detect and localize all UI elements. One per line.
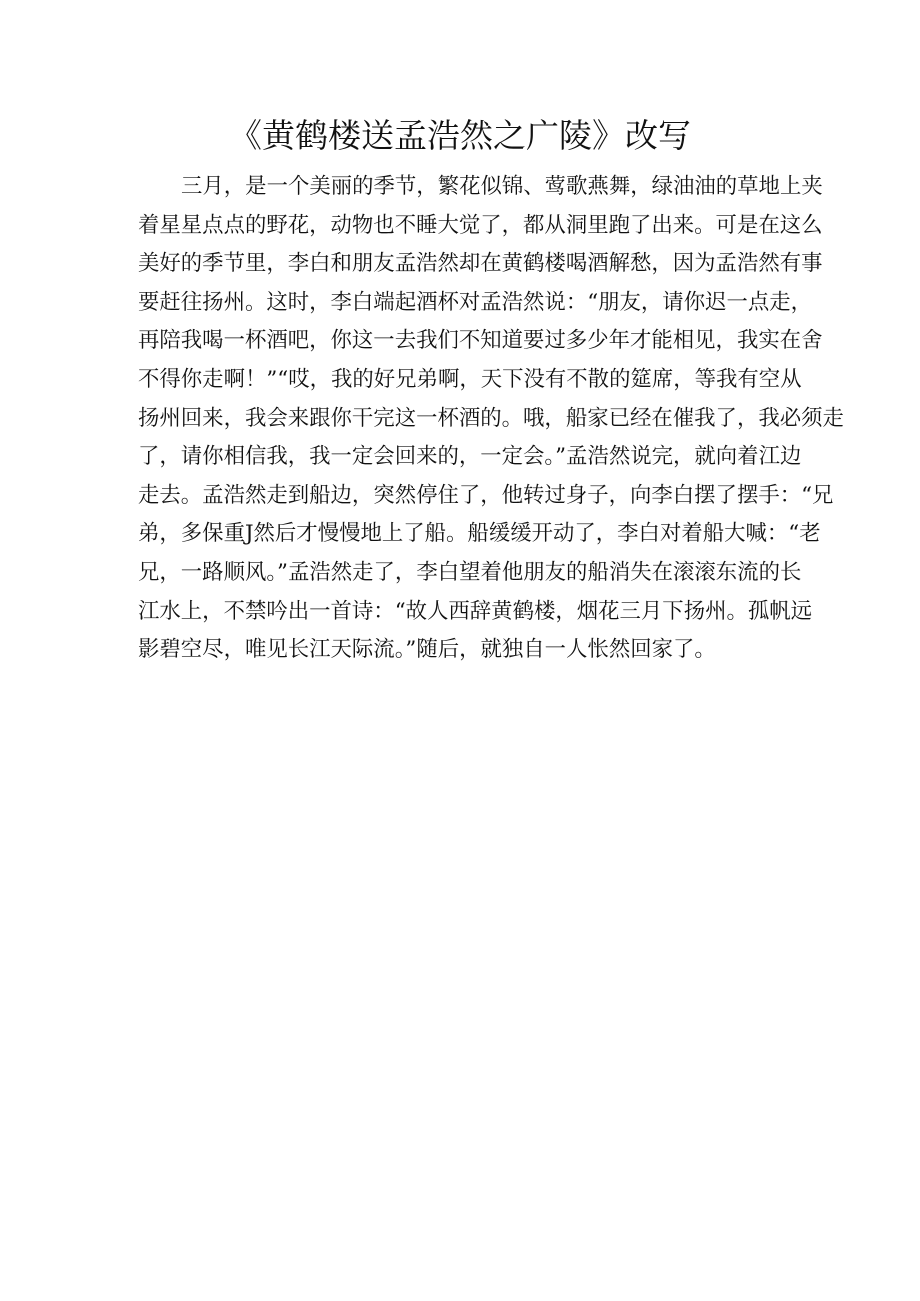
text-line: 走去。孟浩然走到船边，突然停住了，他转过身子，向李白摆了摆手：“兄 <box>138 482 834 508</box>
text-line: 美好的季节里，李白和朋友孟浩然却在黄鹤楼喝酒解愁，因为孟浩然有事 <box>138 251 823 277</box>
document-title: 《黄鹤楼送孟浩然之广陵》改写 <box>229 116 691 155</box>
body-paragraph <box>138 168 844 670</box>
text-line: 不得你走啊！”“哎，我的好兄弟啊，天下没有不散的筵席，等我有空从 <box>138 366 802 392</box>
text-line: 再陪我喝一杯酒吧，你这一去我们不知道要过多少年才能相见，我实在舍 <box>138 328 823 354</box>
text-line: 扬州回来，我会来跟你干完这一杯酒的。哦，船家已经在催我了，我必须走 <box>138 405 844 431</box>
text-line: 三月，是一个美丽的季节，繁花似锦、莺歌燕舞，绿油油的草地上夹 <box>181 174 823 199</box>
text-line: 了，请你相信我，我一定会回来的，一定会。”孟浩然说完，就向着江边 <box>138 444 802 470</box>
text-line: 弟，多保重J然后才慢慢地上了船。船缓缓开动了，李白对着船大喊：“老 <box>138 521 821 547</box>
text-line: 要赶往扬州。这时，李白端起酒杯对孟浩然说：“朋友，请你迟一点走， <box>138 289 813 315</box>
text-line: 影碧空尽，唯见长江天际流。”随后，就独自一人怅然回家了。 <box>138 637 716 663</box>
text-line: 江水上，不禁吟出一首诗：“故人西辞黄鹤楼，烟花三月下扬州。孤帆远 <box>138 598 813 624</box>
text-line: 兄，一路顺风。”孟浩然走了，李白望着他朋友的船消失在滚滚东流的长 <box>138 559 802 585</box>
text-line: 着星星点点的野花，动物也不睡大觉了，都从洞里跑了出来。可是在这么 <box>138 212 823 238</box>
